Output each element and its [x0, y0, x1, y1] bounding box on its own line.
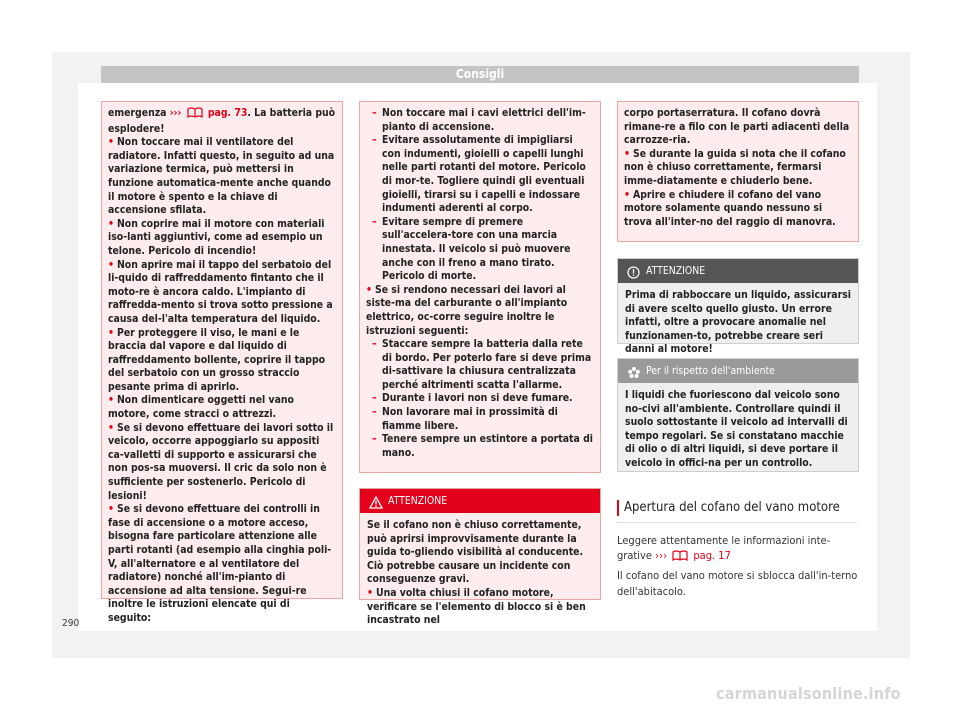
book-icon [187, 107, 203, 123]
bullet-text: Non dimenticare oggetti nel vano motore, come stracci o attrezzi. [108, 394, 294, 421]
list-item: • Non toccare mai il ventilatore del radiatore. Infatti questo, in seguito ad una variazione termica, può mettersi in funzione automatica-mente anche quando il motore è spento e la chiave di accensione sfilata. [108, 136, 335, 217]
dash-item: – Staccare sempre la batteria dalla rete di bordo. Per poterlo fare si deve prima di-sattivare la chiusura centralizzata perché altrimenti scatta l'allarme. [372, 338, 592, 391]
attention-continuation-box [617, 101, 859, 242]
bullet-text: Se si devono effettuare dei lavori sotto il veicolo, occorre appoggiarlo su appositi ca-valletti di supporto e assicurarsi che non pos-sa muoversi. Il cric da solo non è sufficiente per sostenerlo. Pericolo di lesioni! [108, 421, 334, 502]
attention-box-2 [617, 258, 859, 356]
section-divider [617, 522, 857, 523]
continue-arrows: ››› [655, 549, 668, 563]
dash-item: – Evitare sempre di premere sull'accelera-tore con una marcia innestata. Il veicolo si può muovere anche con il freno a mano tirato. Pericolo di morte. [372, 215, 571, 283]
book-icon [672, 550, 688, 565]
column-2 [359, 101, 601, 627]
attention-title-2: ATTENZIONE [646, 265, 706, 277]
list-item: • Se si rendono necessari dei lavori al siste-ma del carburante o all'impianto elettrico, oc-corre seguire inoltre le istruzioni seguenti: [366, 283, 568, 337]
paragraph-text: Leggere attentamente le informazioni inte-grative [617, 534, 831, 563]
dash-text: Staccare sempre la batteria dalla rete di bordo. Per poterlo fare si deve prima di-sattivare la chiusura centralizzata perché altrimenti scatta l'allarme. [382, 338, 592, 391]
intro-text: emergenza [108, 107, 167, 119]
dash-text: Durante i lavori non si deve fumare. [382, 392, 573, 405]
dash-text: Evitare assolutamente di impigliarsi con indumenti, gioielli o capelli lunghi nelle parti rotanti del motore. Pericolo di mor-te. Togliere quindi gli eventuali gioielli, tirarsi su i capelli e indossare indumenti aderenti al corpo. [382, 134, 586, 215]
column-3 [617, 101, 859, 599]
list-item: • Una volta chiusi il cofano motore, verificare se l'elemento di blocco si è ben incastrato nel [367, 586, 586, 627]
dash-text: Non lavorare mai in prossimità di fiamme libere. [382, 406, 558, 432]
attention-header [360, 489, 600, 513]
list-item: • Non dimenticare oggetti nel vano motore, come stracci o attrezzi. [108, 394, 294, 421]
bullet-text: Se si rendono necessari dei lavori al siste-ma del carburante o all'impianto elettrico, oc-corre seguire inoltre le istruzioni seguenti: [366, 283, 568, 337]
leaf-icon [627, 364, 641, 388]
bullet-text: Se durante la guida si nota che il cofano non è chiuso correttamente, fermarsi imme-diatamente e chiuderlo bene. [624, 147, 846, 187]
bullet-text: Non toccare mai il ventilatore del radiatore. Infatti questo, in seguito ad una variazione termica, può mettersi in funzione automatica-mente anche quando il motore è spento e la chiave di accensione sfilata. [108, 136, 335, 217]
section-paragraph-2: Il cofano del vano motore si sblocca dall'in-terno dell'abitacolo. [617, 569, 858, 598]
list-item: • Non aprire mai il tappo del serbatoio del li-quido di raffreddamento fintanto che il moto-re è ancora caldo. L'impianto di raffredda-mento si trova sotto pressione a causa del-l'alta temperatura del liquido. [108, 258, 333, 325]
bullet-text: Aprire e chiudere il cofano del vano motore solamente quando nessuno si trova all'inter-no del raggio di manovra. [624, 188, 836, 228]
bullet-text: Se si devono effettuare dei controlli in fase di accensione o a motore acceso, bisogna fare particolare attenzione alle parti rotanti (ad esempio alla cinghia poli-V, all'alternatore e al ventilatore del radiatore) nonché all'im-pianto di accensione ad alta tensione. Segui-re inoltre le istruzioni elencate qui di seguito: [108, 503, 332, 624]
environment-box [617, 358, 859, 472]
dash-text: Evitare sempre di premere sull'accelera-tore con una marcia innestata. Il veicolo si può muovere anche con il freno a mano tirato. Pericolo di morte. [382, 215, 571, 283]
list-item: • Non coprire mai il motore con materiali iso-lanti aggiuntivi, come ad esempio un telone. Pericolo di incendio! [108, 217, 325, 257]
intro-paragraph [108, 107, 336, 136]
attention-body [360, 513, 600, 636]
page-number: 290 [62, 618, 80, 629]
info-circle-icon [627, 264, 640, 288]
bullet-text: Non coprire mai il motore con materiali iso-lanti aggiuntivi, come ad esempio un telone. Pericolo di incendio! [108, 217, 325, 257]
dash-item: – Evitare assolutamente di impigliarsi con indumenti, gioielli o capelli lunghi nelle parti rotanti del motore. Pericolo di mor-te. Togliere quindi gli eventuali gioielli, tirarsi su i capelli e indossare indumenti aderenti al corpo. [372, 134, 586, 215]
continue-arrows: ››› [169, 107, 182, 119]
environment-header [618, 359, 858, 383]
continuation-text: corpo portaserratura. Il cofano dovrà rimane-re a filo con le parti adiacenti della carrozze-ria. [624, 107, 850, 147]
environment-title: Per il rispetto dell'ambiente [646, 365, 775, 377]
attention-body-2 [618, 283, 858, 365]
page-reference-link[interactable]: pag. 17 [693, 549, 731, 563]
attention-text-2: Prima di rabboccare un liquido, assicurarsi di avere scelto quello giusto. Un errore infatti, oltre a provocare anomalie nel funzionamen-to, potrebbe creare seri danni al motore! [625, 289, 851, 356]
section-title: Apertura del cofano del vano motore [617, 500, 859, 516]
attention-text: Se il cofano non è chiuso correttamente, può aprirsi improvvisamente durante la guida to-gliendo visibilità al conducente. Ciò potrebbe causare un incidente con conseguenze gravi. [367, 519, 584, 586]
dash-text: Tenere sempre un estintore a portata di mano. [382, 433, 593, 459]
bullet-text: Per proteggere il viso, le mani e le braccia dal vapore e dal liquido di raffreddamento bollente, coprire il tappo del serbatoio con un grosso straccio pesante prima di aprirlo. [108, 326, 326, 393]
environment-body [618, 383, 858, 479]
page-reference-link[interactable]: pag. 73 [207, 107, 248, 119]
list-item: • Per proteggere il viso, le mani e le braccia dal vapore e dal liquido di raffreddamento bollente, coprire il tappo del serbatoio con un grosso straccio pesante prima di aprirlo. [108, 326, 326, 393]
list-item: • Se si devono effettuare dei lavori sotto il veicolo, occorre appoggiarlo su appositi ca-valletti di supporto e assicurarsi che non pos-sa muoversi. Il cric da solo non è sufficiente per sostenerlo. Pericolo di lesioni! [108, 421, 334, 502]
column-1 [101, 101, 343, 624]
list-item: • Se durante la guida si nota che il cofano non è chiuso correttamente, fermarsi imme-diatamente e chiuderlo bene. [624, 147, 846, 187]
list-item: • Aprire e chiudere il cofano del vano motore solamente quando nessuno si trova all'inter-no del raggio di manovra. [624, 188, 836, 228]
dash-item: – Non lavorare mai in prossimità di fiamme libere. [372, 406, 558, 432]
intro-suffix: . La batteria può esplodere! [108, 107, 336, 135]
watermark-logo: carmanualsonline.info [716, 684, 901, 703]
attention-box [359, 488, 601, 627]
bullet-text: Non aprire mai il tappo del serbatoio del li-quido di raffreddamento fintanto che il moto-re è ancora caldo. L'impianto di raffredda-mento si trova sotto pressione a causa del-l'alta temperatura del liquido. [108, 258, 333, 325]
section-paragraph-1 [617, 533, 859, 565]
dash-item: – Durante i lavori non si deve fumare. [372, 392, 573, 405]
attention-title: ATTENZIONE [388, 495, 448, 507]
warning-triangle-icon [369, 494, 383, 518]
attention-header-2 [618, 259, 858, 283]
warning-continuation-box-2 [359, 101, 601, 473]
warning-continuation-box [101, 101, 343, 624]
list-item: • Se si devono effettuare dei controlli in fase di accensione o a motore acceso, bisogna fare particolare attenzione alle parti rotanti (ad esempio alla cinghia poli-V, all'alternatore e al ventilatore del radiatore) nonché all'im-pianto di accensione ad alta tensione. Segui-re inoltre le istruzioni elencate qui di seguito: [108, 503, 332, 624]
dash-item: – Non toccare mai i cavi elettrici dell'im-pianto di accensione. [372, 107, 586, 133]
bullet-text: Una volta chiusi il cofano motore, verificare se l'elemento di blocco si è ben incastrato nel [367, 586, 586, 627]
section [617, 500, 859, 599]
dash-text: Non toccare mai i cavi elettrici dell'im-pianto di accensione. [382, 107, 586, 133]
environment-text: I liquidi che fuoriescono dal veicolo sono no-civi all'ambiente. Controllare quindi il suolo sottostante il veicolo ad intervalli di tempo regolari. Se si constatano macchie di olio o di altri liquidi, si deve portare il veicolo in offici-na per un controllo. [625, 389, 848, 469]
dash-item: – Tenere sempre un estintore a portata di mano. [372, 433, 593, 459]
section-header: Consigli [101, 66, 859, 83]
